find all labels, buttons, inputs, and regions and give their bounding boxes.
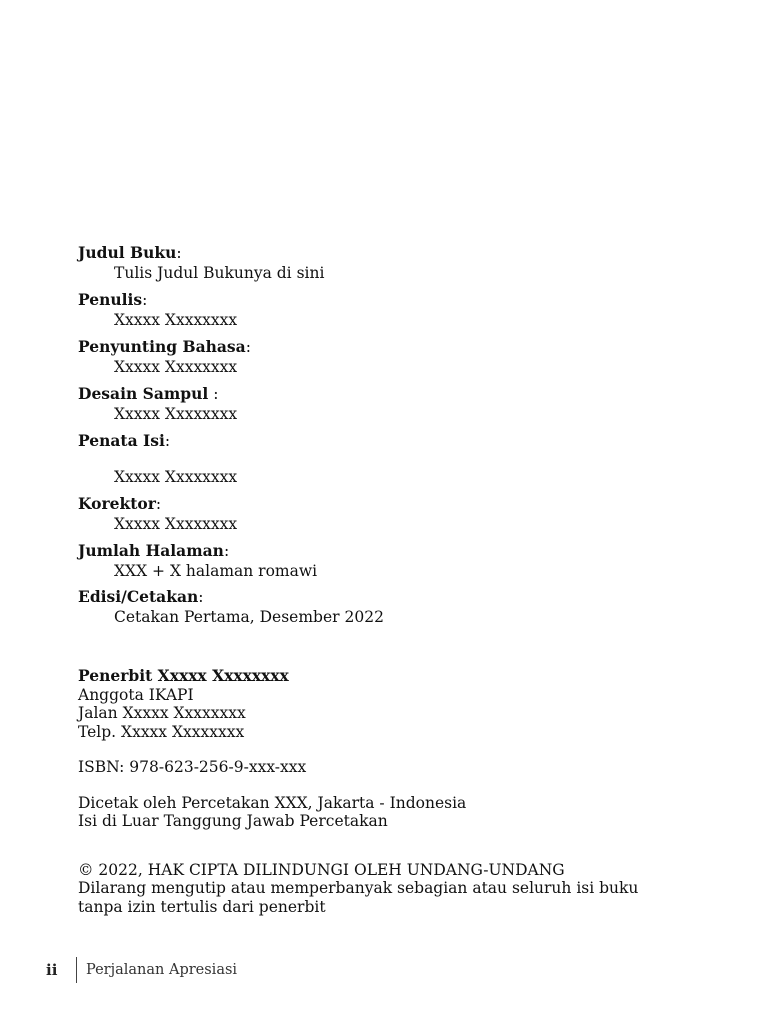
entry-edisi-cetakan xyxy=(78,587,678,627)
copyright-line-3: tanpa izin tertulis dari penerbit xyxy=(78,897,326,916)
isbn: ISBN: 978-623-256-9-xxx-xxx xyxy=(78,758,307,776)
entry-separator: : xyxy=(176,244,182,262)
copyright-line-2: Dilarang mengutip atau memperbanyak sebagian atau seluruh isi buku xyxy=(78,879,639,897)
entry-label: Desain Sampul xyxy=(78,384,209,403)
entry-separator: : xyxy=(198,588,204,606)
entry-label: Jumlah Halaman xyxy=(78,541,224,560)
entry-separator: : xyxy=(155,495,162,513)
entry-desain-sampul xyxy=(78,384,678,424)
page-number: ii xyxy=(46,961,58,979)
copyright-block xyxy=(78,861,678,917)
entry-separator: : xyxy=(223,542,230,560)
entry-value: Xxxxx Xxxxxxxx xyxy=(114,515,238,533)
entry-value: Tulis Judul Bukunya di sini xyxy=(114,264,325,282)
entry-label: Edisi/Cetakan xyxy=(78,587,199,606)
publisher-name: Penerbit Xxxxx Xxxxxxxx xyxy=(78,666,289,685)
entry-label: Penyunting Bahasa xyxy=(78,337,246,356)
entry-penyunting-bahasa xyxy=(78,337,678,377)
publisher-membership: Anggota IKAPI xyxy=(78,685,194,704)
entry-value: Xxxxx Xxxxxxxx xyxy=(114,311,238,329)
entry-label: Penulis xyxy=(78,290,143,309)
printer-line-1: Dicetak oleh Percetakan XXX, Jakarta - Indonesia xyxy=(78,793,467,812)
entry-separator: : xyxy=(208,385,219,403)
entry-label: Judul Buku xyxy=(78,243,177,262)
page-footer xyxy=(46,956,237,984)
entry-value: Xxxxx Xxxxxxxx xyxy=(114,468,238,486)
running-title: Perjalanan Apresiasi xyxy=(86,962,238,978)
entry-judul-buku xyxy=(78,243,678,283)
entry-value: XXX + X halaman romawi xyxy=(114,562,318,580)
copyright-line-1: © 2022, HAK CIPTA DILINDUNGI OLEH UNDANG-UNDANG xyxy=(78,860,565,879)
entry-penata-isi xyxy=(78,431,678,487)
printer-line-2: Isi di Luar Tanggung Jawab Percetakan xyxy=(78,812,388,830)
entry-jumlah-halaman xyxy=(78,541,678,581)
entry-separator: : xyxy=(245,338,251,356)
printer-block xyxy=(78,794,678,831)
publisher-address: Jalan Xxxxx Xxxxxxxx xyxy=(78,704,246,722)
colophon xyxy=(78,243,678,916)
entry-separator: : xyxy=(142,291,148,309)
entry-korektor xyxy=(78,494,678,534)
entry-separator: : xyxy=(164,432,171,450)
publisher-block xyxy=(78,667,678,741)
publisher-phone: Telp. Xxxxx Xxxxxxxx xyxy=(78,722,245,741)
footer-divider xyxy=(76,957,77,983)
entry-value: Cetakan Pertama, Desember 2022 xyxy=(114,608,384,626)
entry-label: Korektor xyxy=(78,494,156,513)
entry-penulis xyxy=(78,290,678,330)
entry-label: Penata Isi xyxy=(78,431,165,450)
entry-value: Xxxxx Xxxxxxxx xyxy=(114,405,238,423)
entry-value: Xxxxx Xxxxxxxx xyxy=(114,358,238,376)
